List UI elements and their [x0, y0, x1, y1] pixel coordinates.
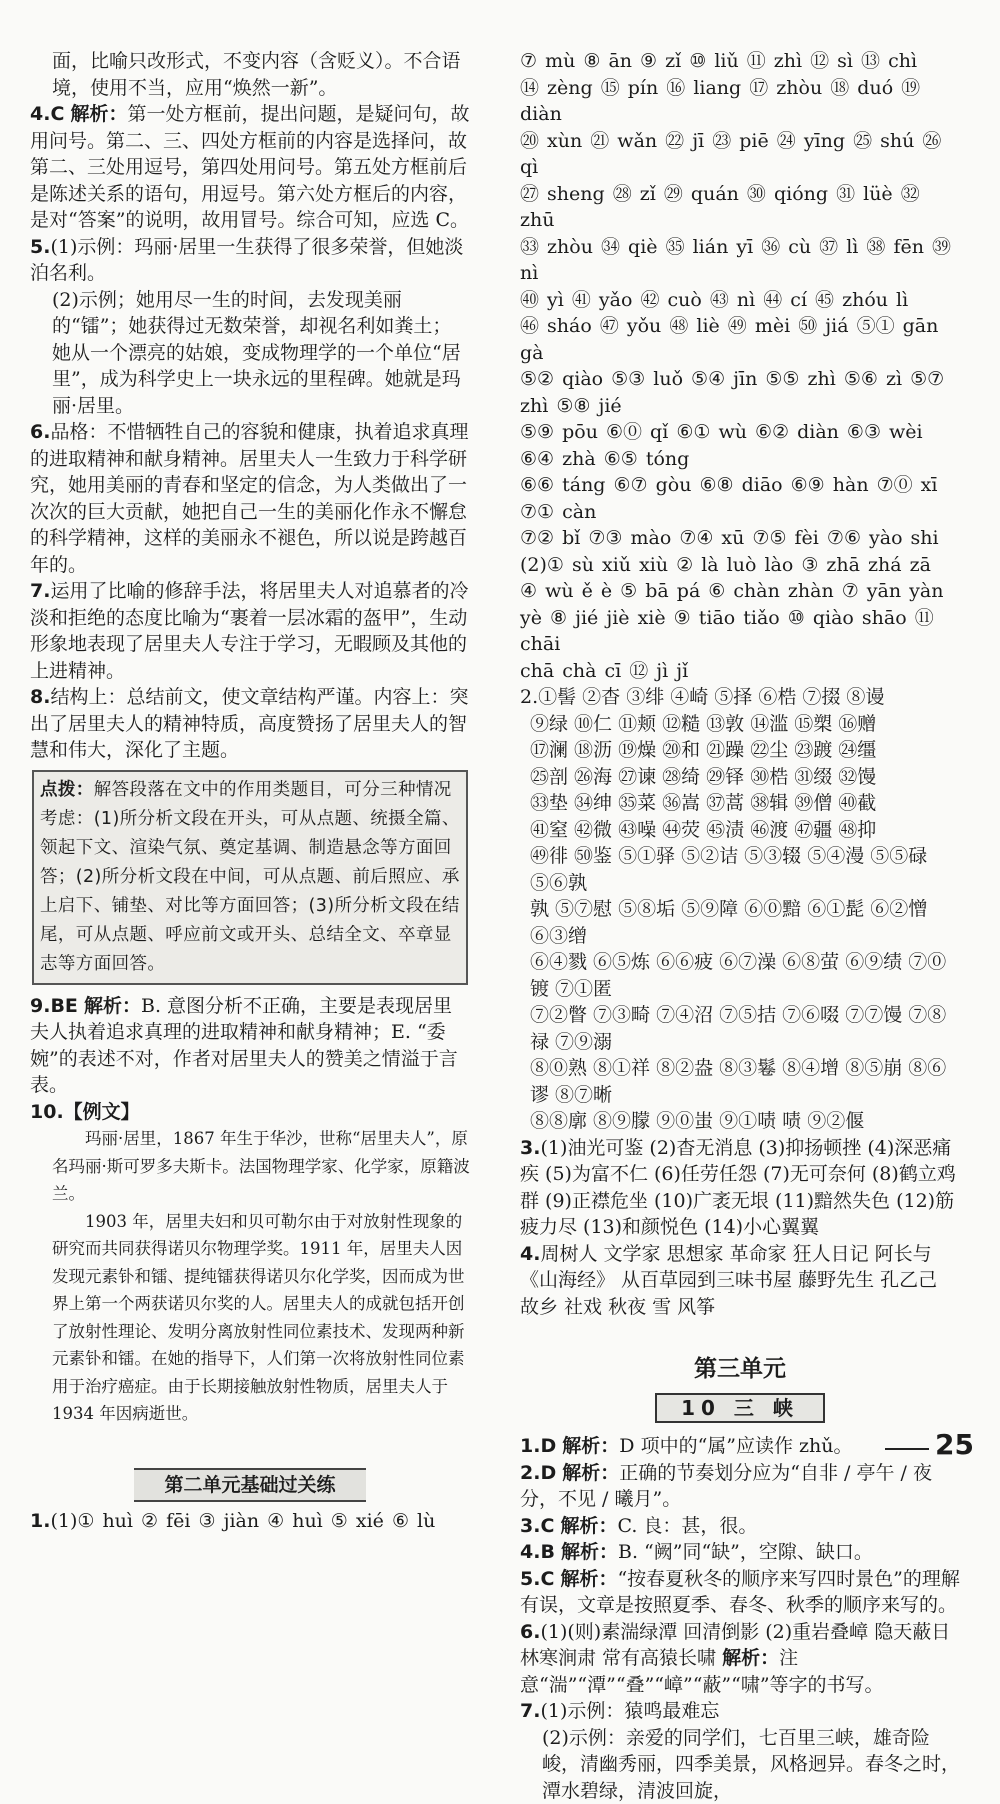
s1-text: (1)① huì ② fēi ③ jiàn ④ huì ⑤ xié ⑥ lù: [50, 1510, 435, 1532]
q4-num: 4.: [30, 103, 50, 125]
a5-text: “按春夏秋冬的顺序来写四时景色”的理解有误，文章是按照夏季、春冬、秋季的顺序来写的。: [520, 1568, 960, 1617]
character-list: [520, 684, 960, 1135]
q5-text-1: (1)示例：玛丽·居里一生获得了很多荣誉，但她淡泊名利。: [30, 236, 463, 285]
q7-num: 7.: [30, 580, 50, 602]
a6-label: 解析：: [722, 1647, 779, 1669]
a7-text-2: (2)示例：亲爱的同学们，七百里三峡，雄奇险峻，清幽秀丽，四季美景，风格迥异。春冬之时，潭水碧绿，清波回旋，: [520, 1725, 960, 1804]
a7-num: 7.: [520, 1700, 540, 1722]
pinyin-line: ⑤② qiào ⑤③ luǒ ⑤④ jīn ⑤⑤ zhì ⑤⑥ zì ⑤⑦ zhì ⑤⑧ jié: [520, 366, 960, 419]
tip-text: 解答段落在文中的作用类题目，可分三种情况考虑：(1)所分析文段在开头，可从点题、统摄全篇、领起下文、渲染气氛、奠定基调、制造悬念等方面回答；(2)所分析文段在中间，可从点题、前后照应、承上启下、铺垫、对比等方面回答；(3)所分析文段在结尾，可从点题、呼应前文或开头、总结全文、卒章显志等方面回答。: [40, 780, 460, 974]
r3-text: (1)油光可鉴 (2)杳无消息 (3)抑扬顿挫 (4)深恶痛疾 (5)为富不仁 (6)任劳任怨 (7)无可奈何 (8)鹤立鸡群 (9)正襟危坐 (10)广袤无垠 (11)黯然失色 (12)筋疲力尽 (13)和颜悦色 (14)小心翼翼: [520, 1137, 956, 1239]
lesson-answer-5: [520, 1566, 960, 1619]
q6-text: 品格：不惜牺牲自己的容貌和健康，执着追求真理的进取精神和献身精神。居里夫人一生致力于科学研究，她用美丽的青春和坚定的信念，为人类做出了一次次的巨大贡献，她把自己一生的美丽化作永不懈怠的科学精神，这样的美丽永不褪色，所以说是跨越百年的。: [30, 421, 468, 576]
pinyin-line: ⑳ xùn ㉑ wǎn ㉒ jī ㉓ piē ㉔ yīng ㉕ shú ㉖ qì: [520, 128, 960, 181]
answer-3-right: [520, 1135, 960, 1241]
essay-paragraph-2: 1903 年，居里夫妇和贝可勒尔由于对放射性现象的研究而共同获得诺贝尔物理学奖。1911 年，居里夫人因发现元素钋和镭、提纯镭获得诺贝尔化学奖，因而成为世界上第一个两获诺贝尔奖的人。居里夫人的成就包括开创了放射性理论、发明分离放射性同位素技术、发现两种新元素钋和镭。在她的指导下，人们第一次将放射性同位素用于治疗癌症。由于长期接触放射性物质，居里夫人于1934 年因病逝世。: [52, 1208, 470, 1428]
lesson-answer-3: [520, 1513, 960, 1540]
a5-label: 解析：: [560, 1568, 617, 1590]
answer-9: [30, 993, 470, 1099]
pinyin-line: ④ wù ě è ⑤ bā pá ⑥ chàn zhàn ⑦ yān yàn: [520, 578, 960, 605]
answer-6: [30, 419, 470, 578]
tip-label: 点拨：: [40, 780, 94, 800]
a3-text: C. 良：甚，很。: [617, 1515, 757, 1537]
q5-text-2: (2)示例；她用尽一生的时间，去发现美丽的“镭”；她获得过无数荣誉，却视名利如粪土；她从一个漂亮的姑娘，变成物理学的一个单位“居里”，成为科学史上一块永远的里程碑。她就是玛丽·居里。: [30, 287, 470, 420]
char-line: ⑧⑧廓 ⑧⑨朦 ⑨⓪蚩 ⑨①啧 啧 ⑨②偃: [520, 1108, 960, 1135]
a2-answer: D: [540, 1462, 556, 1484]
r4-text: 周树人 文学家 思想家 革命家 狂人日记 阿长与《山海经》 从百草园到三味书屋 藤野先生 孔乙己 故乡 社戏 秋夜 雪 风筝: [520, 1243, 937, 1318]
pinyin-line: ㊵ yì ㊶ yǎo ㊷ cuò ㊸ nì ㊹ cí ㊺ zhóu lì: [520, 287, 960, 314]
char-line: ⑰澜 ⑱沥 ⑲燥 ⑳和 ㉑躁 ㉒尘 ㉓踱 ㉔缰: [520, 737, 960, 764]
pinyin-list: [520, 48, 960, 684]
lesson-answer-1: [520, 1433, 960, 1460]
pinyin-line: ⑤⑨ pōu ⑥⓪ qǐ ⑥① wù ⑥② diàn ⑥③ wèi ⑥④ zhà ⑥⑤ tóng: [520, 419, 960, 472]
page-number: 25: [935, 1428, 974, 1461]
unit-title: 第三单元: [520, 1356, 960, 1383]
char-line: ⑦②瞥 ⑦③畸 ⑦④沼 ⑦⑤拮 ⑦⑥啜 ⑦⑦馒 ⑦⑧禄 ⑦⑨溺: [520, 1002, 960, 1055]
char-line: 孰 ⑤⑦慰 ⑤⑧垢 ⑤⑨障 ⑥⓪黯 ⑥①髭 ⑥②憎 ⑥③缯: [520, 896, 960, 949]
q8-text: 结构上：总结前文，使文章结构严谨。内容上：突出了居里夫人的精神特质，高度赞扬了居里夫人的智慧和伟大，深化了主题。: [30, 686, 468, 761]
a4-text: B. “阙”同“缺”，空隙、缺口。: [618, 1541, 873, 1563]
q4-label: 解析：: [70, 103, 127, 125]
a3-num: 3.: [520, 1515, 540, 1537]
a4-answer: B: [540, 1541, 554, 1563]
q9-label: 解析：: [84, 995, 141, 1017]
a6-num: 6.: [520, 1621, 540, 1643]
lesson-answer-4: [520, 1539, 960, 1566]
left-column: [30, 48, 470, 1535]
a2-label: 解析：: [562, 1462, 619, 1484]
pinyin-line: chā chà cī ⑫ jì jǐ: [520, 658, 960, 685]
q8-num: 8.: [30, 686, 50, 708]
q9-answer: BE: [50, 995, 77, 1017]
lesson-title: 10 三 峡: [655, 1393, 825, 1424]
q5-num: 5.: [30, 236, 50, 258]
a5-num: 5.: [520, 1568, 540, 1590]
a6-tail: 注意“湍”“潭”“叠”“嶂”“蔽”“啸”等字的书写。: [520, 1647, 884, 1696]
q9-text: B. 意图分析不正确，主要是表现居里夫人执着追求真理的进取精神和献身精神；E. “委婉”的表述不对，作者对居里夫人的赞美之情溢于言表。: [30, 995, 458, 1097]
char-line: ㊶窒 ㊷微 ㊸噪 ㊹荧 ㊺渍 ㊻渡 ㊼疆 ㊽抑: [520, 817, 960, 844]
essay-paragraph-1: 玛丽·居里，1867 年生于华沙，世称“居里夫人”，原名玛丽·斯可罗多夫斯卡。法国物理学家、化学家，原籍波兰。: [52, 1125, 470, 1208]
char-line: ㉝垫 ㉞绅 ㉟菜 ㊱嵩 ㊲蒿 ㊳辑 ㊴僧 ㊵截: [520, 790, 960, 817]
lesson-answer-7: [520, 1698, 960, 1725]
r3-num: 3.: [520, 1137, 540, 1159]
a6-text: (1)(则)素湍绿潭 回清倒影 (2)重岩叠嶂 隐天蔽日 林寒涧肃 常有高猿长啸: [520, 1621, 950, 1670]
pinyin-line: ㉗ sheng ㉘ zǐ ㉙ quán ㉚ qióng ㉛ lüè ㉜ zhū: [520, 181, 960, 234]
q4-answer: C: [50, 103, 64, 125]
a2-num: 2.: [520, 1462, 540, 1484]
a3-label: 解析：: [560, 1515, 617, 1537]
a1-answer: D: [540, 1435, 556, 1457]
q4-text: 第一处方框前，提出问题，是疑问句，故用问号。第二、三、四处方框前的内容是选择问，故第二、三处用逗号，第四处用问号。第五处方框前后是陈述关系的语句，用逗号。第六处方框后的内容，是对“答案”的说明，故用冒号。综合可知，应选 C。: [30, 103, 469, 231]
char-line: ⑥④戮 ⑥⑤炼 ⑥⑥疲 ⑥⑦澡 ⑥⑧萤 ⑥⑨绩 ⑦⓪镀 ⑦①匿: [520, 949, 960, 1002]
q7-text: 运用了比喻的修辞手法，将居里夫人对追慕者的冷淡和拒绝的态度比喻为“裹着一层冰霜的盔甲”，生动形象地表现了居里夫人专注于学习，无暇顾及其他的上进精神。: [30, 580, 468, 682]
pinyin-line: yè ⑧ jié jiè xiè ⑨ tiāo tiǎo ⑩ qiào shāo ⑪ chāi: [520, 605, 960, 658]
tip-box: [32, 770, 468, 985]
pinyin-line: ⑭ zèng ⑮ pín ⑯ liang ⑰ zhòu ⑱ duó ⑲ diàn: [520, 75, 960, 128]
pinyin-line: ㉝ zhòu ㉞ qiè ㉟ lián yī ㊱ cù ㊲ lì ㊳ fēn ㊴ nì: [520, 234, 960, 287]
s1-num: 1.: [30, 1510, 50, 1532]
answer-5: [30, 234, 470, 287]
q3-continuation: 面，比喻只改形式，不变内容（含贬义）。不合语境，使用不当，应用“焕然一新”。: [30, 48, 470, 101]
char-line: ⑨绿 ⑩仁 ⑪颊 ⑫糙 ⑬敦 ⑭滥 ⑮槊 ⑯赠: [520, 711, 960, 738]
pinyin-line: ⑥⑥ táng ⑥⑦ gòu ⑥⑧ diāo ⑥⑨ hàn ⑦⓪ xī ⑦① càn: [520, 472, 960, 525]
lesson-answer-2: [520, 1460, 960, 1513]
char-line: ⑧⓪熟 ⑧①祥 ⑧②盎 ⑧③鬈 ⑧④增 ⑧⑤崩 ⑧⑥谬 ⑧⑦晰: [520, 1055, 960, 1108]
section-banner: [30, 1468, 470, 1503]
a3-answer: C: [540, 1515, 554, 1537]
q10-label: 【例文】: [64, 1101, 140, 1123]
a4-num: 4.: [520, 1541, 540, 1563]
a2-text: 正确的节奏划分应为“自非 / 亭午 / 夜分，不见 / 曦月”。: [520, 1462, 932, 1511]
char-line: ㊾徘 ㊿鉴 ⑤①驿 ⑤②诘 ⑤③辍 ⑤④漫 ⑤⑤碌 ⑤⑥孰: [520, 843, 960, 896]
answer-10: [30, 1099, 470, 1126]
a5-answer: C: [540, 1568, 554, 1590]
a7-text: (1)示例：猿鸣最难忘: [540, 1700, 719, 1722]
a1-num: 1.: [520, 1435, 540, 1457]
pinyin-line: (2)① sù xiǔ xiù ② là luò lào ③ zhā zhá zā: [520, 552, 960, 579]
right-column: [520, 48, 960, 1804]
a1-text: D 项中的“属”应读作 zhǔ。: [619, 1435, 852, 1457]
lesson-banner: [520, 1393, 960, 1424]
a1-label: 解析：: [562, 1435, 619, 1457]
answer-8: [30, 684, 470, 764]
answer-4-right: [520, 1241, 960, 1321]
section-answer-1: [30, 1508, 470, 1535]
pinyin-line: ⑦② bǐ ⑦③ mào ⑦④ xū ⑦⑤ fèi ⑦⑥ yào shi: [520, 525, 960, 552]
answer-7: [30, 578, 470, 684]
r4-num: 4.: [520, 1243, 540, 1265]
lesson-answer-6: [520, 1619, 960, 1699]
a4-label: 解析：: [561, 1541, 618, 1563]
char-line: 2.①髻 ②杳 ③绯 ④崎 ⑤择 ⑥梏 ⑦掇 ⑧谩: [520, 684, 960, 711]
q6-num: 6.: [30, 421, 50, 443]
pinyin-line: ㊻ sháo ㊼ yǒu ㊽ liè ㊾ mèi ㊿ jiá ⑤① gān gà: [520, 313, 960, 366]
answer-4: [30, 101, 470, 234]
char-line: ㉕剖 ㉖海 ㉗谏 ㉘绮 ㉙铎 ㉚梏 ㉛缀 ㉜馒: [520, 764, 960, 791]
section-title: 第二单元基础过关练: [134, 1468, 365, 1503]
q9-num: 9.: [30, 995, 50, 1017]
sample-essay: [30, 1125, 470, 1428]
q10-num: 10.: [30, 1101, 64, 1123]
pinyin-line: ⑦ mù ⑧ ān ⑨ zǐ ⑩ liǔ ⑪ zhì ⑫ sì ⑬ chì: [520, 48, 960, 75]
